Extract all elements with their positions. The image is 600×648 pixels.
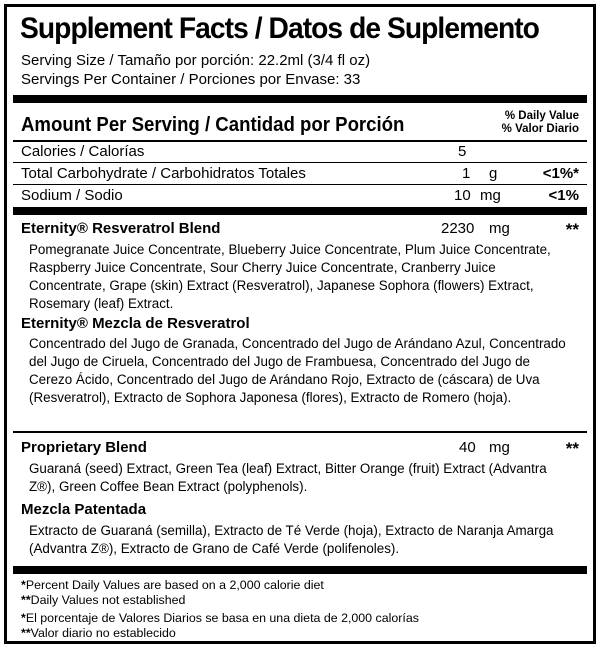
row-carbohydrate-unit: g	[489, 165, 498, 182]
blend1-dv: **	[565, 220, 579, 239]
blend1-unit: mg	[489, 220, 510, 237]
thick-divider	[13, 566, 587, 574]
footnote-text: Percent Daily Values are based on a 2,000 calorie diet	[25, 578, 324, 592]
blend2-amount: 40	[459, 439, 476, 456]
footnote-mark: *	[21, 611, 26, 625]
row-sodium-label: Sodium / Sodio	[21, 187, 123, 204]
divider	[13, 140, 587, 142]
daily-value-header	[502, 110, 579, 136]
divider	[13, 184, 587, 185]
daily-value-header-es: % Valor Diario	[501, 123, 579, 135]
blend2-unit: mg	[489, 439, 510, 456]
footnote-text: Valor diario no establecido	[30, 626, 176, 640]
blend1-name: Eternity® Resveratrol Blend	[21, 220, 221, 237]
footnote	[21, 626, 176, 640]
blend2-name: Proprietary Blend	[21, 439, 147, 456]
row-calories-amount: 5	[458, 143, 467, 160]
serving-size: Serving Size / Tamaño por porción: 22.2ml (3/4 fl oz)	[21, 52, 371, 69]
footnote-mark: **	[21, 626, 31, 640]
row-carbohydrate-dv: <1%*	[542, 165, 579, 182]
thick-divider	[13, 207, 587, 215]
row-calories-label: Calories / Calorías	[21, 143, 145, 160]
blend2-dv: **	[565, 439, 579, 458]
blend1-ingredients-en: Pomegranate Juice Concentrate, Blueberry Juice Concentrate, Plum Juice Concentrate, Raspberry Juice Concentrate, Sour Cherry Juice Concentrate, Cranberry Juice Concentrate, Grape (skin) Extract (Resveratrol), Japanese Sophora (flowers) Extract, Rosemary (leaf) Extract.	[29, 242, 551, 311]
blend2-name-es: Mezcla Patentada	[21, 501, 147, 518]
row-carbohydrate-amount: 1	[462, 165, 471, 182]
footnote-text: El porcentaje de Valores Diarios se basa en una dieta de 2,000 calorías	[25, 611, 419, 625]
row-sodium-dv: <1%	[548, 187, 579, 204]
footnote-mark: *	[21, 578, 26, 592]
footnote	[21, 593, 185, 607]
daily-value-header-en: % Daily Value	[504, 110, 579, 122]
footnote	[21, 578, 324, 592]
row-sodium-unit: mg	[480, 187, 501, 204]
panel-title: Supplement Facts / Datos de Suplemento	[20, 12, 539, 45]
supplement-facts-panel	[4, 4, 596, 644]
row-sodium-amount: 10	[454, 187, 471, 204]
blend1-amount: 2230	[441, 220, 475, 237]
servings-per-container: Servings Per Container / Porciones por Envase: 33	[21, 71, 361, 88]
blend2-ingredients-es: Extracto de Guaraná (semilla), Extracto de Té Verde (hoja), Extracto de Naranja Amarga (Advantra Z®), Extracto de Grano de Café Verde (polifenoles).	[29, 523, 554, 556]
footnote-mark: **	[21, 593, 31, 607]
amount-per-serving-header: Amount Per Serving / Cantidad por Porción	[21, 114, 405, 136]
divider	[13, 162, 587, 163]
blend1-ingredients-es: Concentrado del Jugo de Granada, Concentrado del Jugo de Arándano Azul, Concentrado del Jugo de Ciruela, Concentrado del Jugo de Frambuesa, Concentrado del Jugo de Cerezo Ácido, Concentrado del Jugo de Arándano Rojo, Extracto de (cáscara) de Uva (Resveratrol), Extracto de Sophora Japonesa (flores), Extracto de Romero (hoja).	[29, 336, 566, 405]
blend2-ingredients-en: Guaraná (seed) Extract, Green Tea (leaf) Extract, Bitter Orange (fruit) Extract (Advantra Z®), Green Coffee Bean Extract (polyphenols).	[29, 461, 547, 494]
blend1-name-es: Eternity® Mezcla de Resveratrol	[21, 315, 250, 332]
footnote	[21, 611, 419, 625]
thick-divider-top	[13, 95, 587, 103]
row-carbohydrate-label: Total Carbohydrate / Carbohidratos Totales	[21, 165, 306, 182]
divider	[13, 431, 587, 433]
footnote-text: Daily Values not established	[30, 593, 186, 607]
